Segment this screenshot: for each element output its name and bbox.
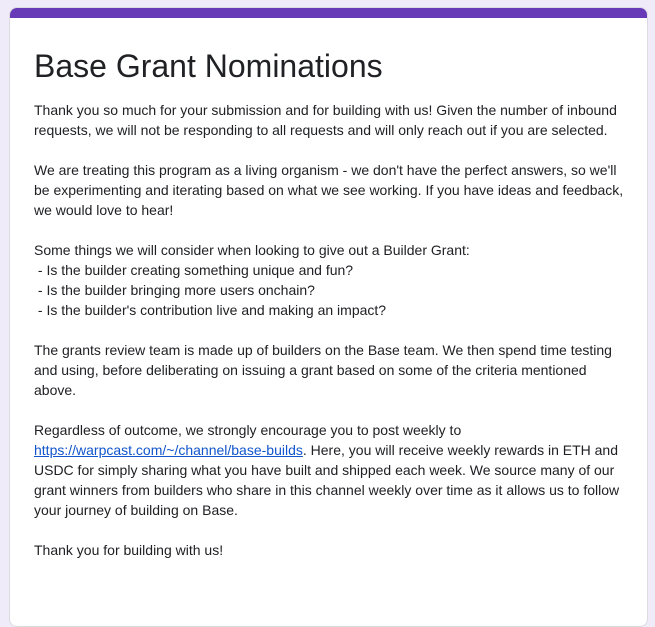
criteria-item: - Is the builder creating something unique and fun? xyxy=(34,262,354,278)
form-header-card xyxy=(9,7,648,627)
criteria-intro: Some things we will consider when looking to give out a Builder Grant: xyxy=(34,242,470,258)
description-paragraph-2: We are treating this program as a living organism - we don't have the perfect answers, so we'll be experimenting and iterating based on what we see working. If you have ideas and feedback, we would love to hear! xyxy=(34,162,624,218)
paragraph-5-trailing-text: . Here, you will receive weekly rewards in ETH and USDC for simply sharing what you have built and shipped each week. We source many of our grant winners from builders who share in this channel weekly over time as it allows us to follow your journey of building on Base. xyxy=(34,442,620,518)
description-paragraph-6: Thank you for building with us! xyxy=(34,542,224,558)
description-paragraph-5 xyxy=(34,420,632,520)
description-paragraph-1: Thank you so much for your submission and for building with us! Given the number of inbound requests, we will not be responding to all requests and will only reach out if you are selected. xyxy=(34,102,617,138)
description-paragraph-4: The grants review team is made up of builders on the Base team. We then spend time testing and using, before deliberating on issuing a grant based on some of the criteria mentioned above. xyxy=(34,342,612,398)
criteria-item: - Is the builder's contribution live and making an impact? xyxy=(34,302,387,318)
form-description xyxy=(34,100,632,560)
paragraph-5-lead-text: Regardless of outcome, we strongly encourage you to post weekly to xyxy=(34,422,462,438)
criteria-item: - Is the builder bringing more users onchain? xyxy=(34,282,315,298)
form-title: Base Grant Nominations xyxy=(34,48,383,84)
warpcast-channel-link[interactable]: https://warpcast.com/~/channel/base-builds xyxy=(34,442,303,458)
criteria-list xyxy=(34,240,632,320)
accent-bar xyxy=(10,8,647,18)
form-header-content xyxy=(34,46,632,580)
